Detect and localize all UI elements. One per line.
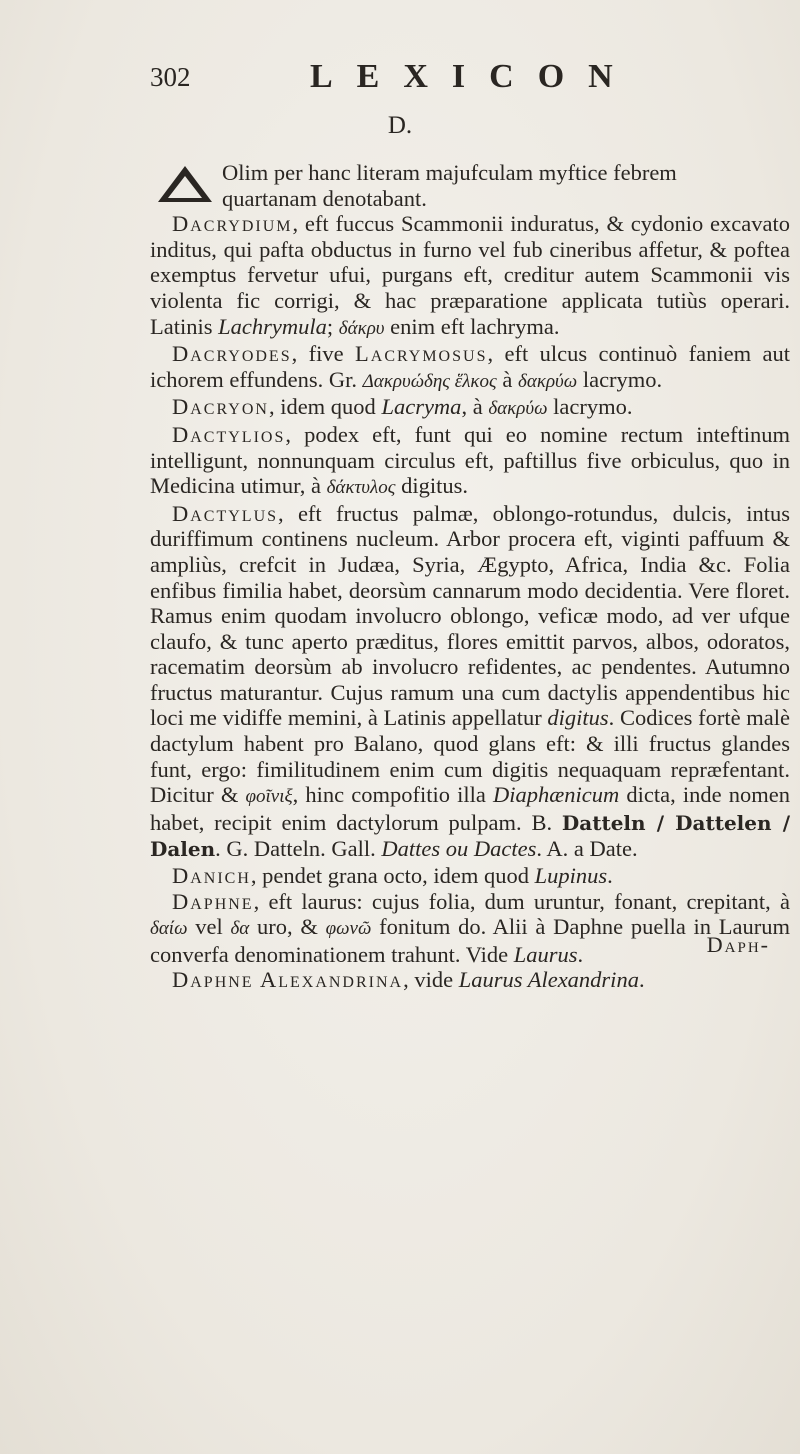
entry-text: , podex eft, funt qui eo nomine rectum inteftinum intelligunt, nonnunquam circulus eft, paftillus five orbiculus, quo in Medicina utimur, à xyxy=(150,421,790,499)
entry-text: dicta, inde nomen habet, recipit enim dactylorum pulpam. B. xyxy=(150,782,791,835)
dictionary-body xyxy=(150,160,790,993)
entry-text: , hinc compofitio illa xyxy=(292,782,494,808)
entry-text: , five xyxy=(291,341,356,367)
section-letter: D. xyxy=(387,112,413,139)
entry-text: , idem quod xyxy=(268,394,382,420)
entry-text: lacrymo. xyxy=(547,394,633,420)
greek-term: φωνῶ xyxy=(325,918,372,940)
entry-text: uro, & xyxy=(249,914,326,940)
entry-text: , eft laurus: cujus folia, dum uruntur, fonant, crepitant, à xyxy=(253,888,790,914)
blackletter-term: Datteln / Dattelen / Dalen xyxy=(150,810,790,862)
headword: Dacryon xyxy=(172,394,269,420)
entry-dacryodes xyxy=(150,341,790,394)
entry-text: . xyxy=(638,967,645,993)
italic-term: Lupinus xyxy=(534,863,608,889)
greek-term: δα xyxy=(230,918,250,940)
entry-daphne xyxy=(150,889,790,968)
entry-text: , eft fructus palmæ, oblongo-rotundus, dulcis, intus duriffimum continens nucleum. Arbor procera eft, viginti paffuum & ampliùs, crefcit in Judæa, Syria, Ægypto, Africa, India &c. Folia enfibus fimilia habet, deorsùm cannarum modo decidentia. Vere floret. Ramus enim quodam involucro oblongo, veficæ modo, ad ver ufque claufo, & tunc aperto præditus, flores emittit parvos, albos, odoratos, racematim deorsùm ab involucro refidentes, ac pendentes. Autumno fructus maturantur. Cujus ramum una cum dactylis appendentibus hic loci me vidiffe memini, à Latinis appellatur xyxy=(150,500,790,731)
italic-term: Lacryma xyxy=(381,394,462,420)
entry-text: , à xyxy=(461,394,489,420)
delta-letter-icon xyxy=(154,164,216,204)
headword: Dactylios xyxy=(172,421,286,447)
page-header xyxy=(150,58,790,102)
headword-variant: Lacrymosus xyxy=(355,341,488,367)
greek-term: φοῖνιξ xyxy=(245,786,293,808)
entry-text: fonitum do. Alii à Daphne puella in Laurum converfa denominationem trahunt. Vide xyxy=(150,914,790,967)
greek-term: δακρύω xyxy=(518,370,578,392)
entry-delta xyxy=(150,160,790,211)
greek-term: δάκρυ xyxy=(338,317,385,339)
entry-text: . xyxy=(577,941,584,967)
entry-text: , vide xyxy=(403,967,459,993)
italic-term: Lachrymula xyxy=(218,313,327,339)
entry-text: vel xyxy=(187,914,231,940)
running-head: LEXICON xyxy=(310,58,637,95)
entry-text: à xyxy=(496,366,519,392)
greek-term: δακρύω xyxy=(488,398,548,420)
delta-line-2: quartanam denotabant. xyxy=(222,185,427,211)
entry-dactylus xyxy=(150,501,790,863)
entry-text: lacrymo. xyxy=(577,366,663,392)
headword: Danich xyxy=(172,863,251,889)
page-number: 302 xyxy=(150,62,191,92)
headword: Dactylus xyxy=(172,500,279,526)
entry-text: , eft fuccus Scammonii induratus, & cydonio excavato inditus, qui pafta obductus in furno vel fub cineribus affetur, & poftea exemptus fervetur ufui, purgans eft, creditur autem Scammonii vis violenta fic corrigi, & hac præparatione applicata tutiùs operari. Latinis xyxy=(150,211,790,339)
entry-text: ; xyxy=(326,313,339,339)
entry-text: . Codices fortè malè dactylum habent pro Balano, quod glans eft: & illi fructus glandes funt, ergo: fimilitudinem enim cum digitis nequaquam repræfentant. Dicitur & xyxy=(150,705,790,808)
headword: Dacryodes xyxy=(172,341,292,367)
catchword: Daph- xyxy=(706,932,770,957)
headword: Dacrydium xyxy=(172,211,293,237)
italic-term: digitus xyxy=(547,705,609,731)
delta-line-1: Olim per hanc literam majufculam myftice febrem xyxy=(222,160,677,185)
entry-text: . G. Datteln. Gall. xyxy=(215,836,382,862)
headword: Daphne xyxy=(172,888,254,914)
entry-text: , pendet grana octo, idem quod xyxy=(250,863,535,889)
italic-term: Diaphænicum xyxy=(493,782,620,808)
entry-text: . A. a Date. xyxy=(536,836,638,862)
entry-danich xyxy=(150,863,790,889)
greek-term: δάκτυλος xyxy=(326,477,396,499)
entry-dacrydium xyxy=(150,211,790,341)
entry-text: digitus. xyxy=(395,473,468,499)
italic-term: Dattes ou Dactes xyxy=(381,836,537,862)
greek-term: δαίω xyxy=(150,918,188,940)
entry-text: enim eft lachryma. xyxy=(384,313,560,339)
entry-dactylios xyxy=(150,422,790,501)
entry-dacryon xyxy=(150,394,790,422)
entry-text: . xyxy=(607,863,613,889)
italic-term: Laurus Alexandrina xyxy=(458,967,639,993)
entry-text: , eft ulcus continuò faniem aut ichorem effundens. Gr. xyxy=(150,341,790,392)
greek-term: Δακρυώδης ἕλκος xyxy=(362,370,497,392)
entry-daphne-alexandrina xyxy=(150,967,790,993)
headword: Daphne Alexandrina xyxy=(172,967,404,993)
italic-term: Laurus xyxy=(513,941,578,967)
